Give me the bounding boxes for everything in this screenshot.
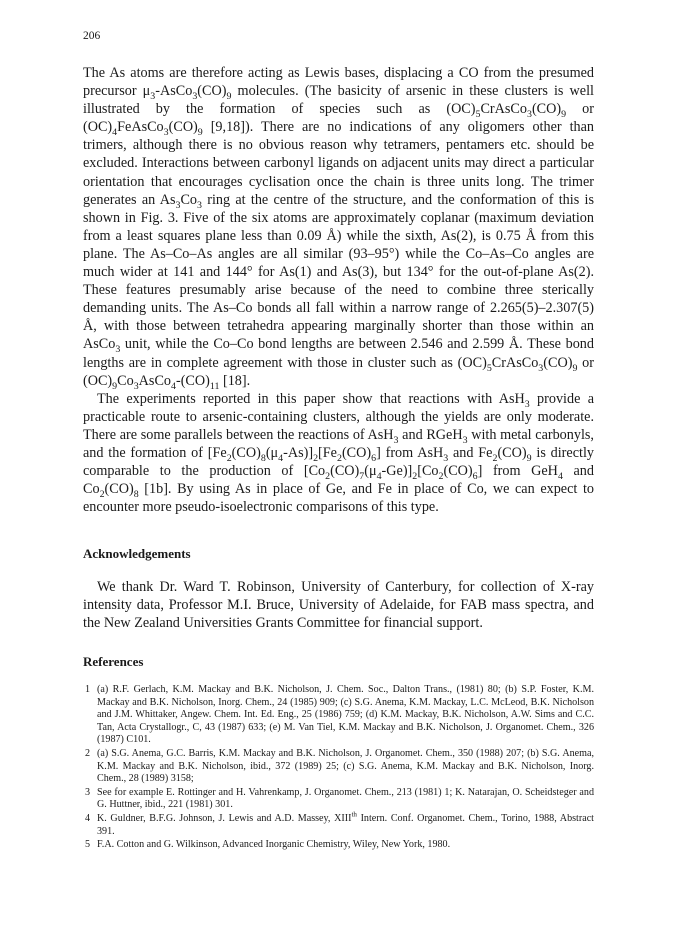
reference-item [83, 787, 594, 812]
reference-item [83, 684, 594, 747]
paragraph: The As atoms are therefore acting as Lewis bases, displacing a CO from the presumed precursor $\mu_3-AsCo_3(CO)_9$ molecules. (The basicity of arsenic in these clusters is well illustrated by the formation of species such as $(OC)_5CrAsCo_3(CO)_9$ or $(OC)_4FeAsCo_3(CO)_9$ [9,18]). There are no indications of any oligomers other than trimers, although there is no obvious reason why tetramers, pentamers etc. should be excluded. Interactions between carbonyl ligands on adjacent units may direct a particular orientation that encourages cyclisation once the chain is three units long. The trimer generates an $As_3Co_3$ ring at the centre of the structure, and the conformation of this is shown in Fig. 3. Five of the six atoms are approximately coplanar (maximum deviation from a least squares plane less than 0.09 Å) while the sixth, As(2), is 0.75 Å from this plane. The As–Co–As angles are all similar (93–95°) while the Co–As–Co angles are much wider at 141 and 144° for As(1) and As(3), but 134° for the out-of-plane As(2). These features presumably arise because of the need to combine three sterically demanding units. The As–Co bonds all fall within a narrow range of 2.265(5)–2.307(5) Å, with those between tetrahedra appearing marginally shorter than those within an AsCo$_3$ unit, while the Co–Co bond lengths are between 2.546 and 2.599 Å. These bond lengths are in complete agreement with those in cluster such as $(OC)_5CrAsCo_3(CO)_9$ or $(OC)_9Co_3AsCo_4-(CO)_{11}$ [18]. [83, 65, 594, 392]
reference-text: F.A. Cotton and G. Wilkinson, Advanced Inorganic Chemistry, Wiley, New York, 1980. [97, 839, 451, 851]
reference-item [83, 810, 594, 838]
reference-text: (a) R.F. Gerlach, K.M. Mackay and B.K. Nicholson, J. Chem. Soc., Dalton Trans., (1981) 80; (b) S.P. Foster, K.M. Mackay and B.K. Nicholson, Inorg. Chem., 24 (1985) 909; (c) S.G. Anema, K.M. Mackay, L.C. McLeod, B.K. Nicholson and J.M. Whittaker, Angew. Chem. Int. Ed. Eng., 25 (1986) 759; (d) K.M. Mackay, B.K. Nicholson, A.W. Sims and C.C. Tan, Acta Crystallogr., C, 43 (1987) 633; (e) M. Van Tiel, K.M. Mackay and B.K. Nicholson, J. Organomet. Chem., 326 (1987) C101. [97, 684, 594, 746]
reference-number: 4 [85, 812, 91, 824]
reference-number: 2 [85, 747, 91, 759]
reference-number: 3 [85, 786, 91, 798]
reference-item [83, 839, 594, 852]
acknowledgements-text: We thank Dr. Ward T. Robinson, University of Canterbury, for collection of X-ray intensity data, Professor M.I. Bruce, University of Adelaide, for FAB mass spectra, and the New Zealand Universities Grants Committee for financial support. [83, 579, 594, 632]
reference-text: (a) S.G. Anema, G.C. Barris, K.M. Mackay and B.K. Nicholson, J. Organomet. Chem., 350 (1988) 207; (b) S.G. Anema, K.M. Mackay and B.K. Nicholson, ibid., 372 (1989) 25; (c) S.G. Anema, K.M. Mackay and B.K. Nicholson, Inorg. Chem., 28 (1989) 3158; [97, 747, 594, 785]
reference-item [83, 748, 594, 786]
reference-text: K. Guldner, B.F.G. Johnson, J. Lewis and A.D. Massey, XIIIth Intern. Conf. Organomet. Chem., Torino, 1988, Abstract 391. [97, 810, 594, 837]
acknowledgements-heading: Acknowledgements [83, 546, 191, 561]
reference-text: See for example E. Rottinger and H. Vahrenkamp, J. Organomet. Chem., 213 (1981) 1; K. Natarajan, O. Scheidsteger and G. Huttner, ibid., 221 (1981) 301. [97, 786, 594, 811]
body-text [83, 64, 594, 516]
paragraph: The experiments reported in this paper show that reactions with AsH$_3$ provide a practicable route to arsenic-containing clusters, although the yields are only moderate. There are some parallels between the reactions of AsH$_3$ and RGeH$_3$ with metal carbonyls, and the formation of $[Fe_2(CO)_8(\mu_4-As)]_2[Fe_2(CO)_6]$ from AsH$_3$ and $Fe_2(CO)_9$ is directly comparable to the production of $[Co_2(CO)_7(\mu_4-Ge)]_2[Co_2(CO)_6]$ from GeH$_4$ and $Co_2(CO)_8$ [1b]. By using As in place of Ge, and Fe in place of Co, we can expect to encounter more pseudo-isoelectronic comparisons of this type. [83, 390, 595, 516]
reference-number: 5 [85, 839, 91, 851]
reference-number: 1 [85, 684, 91, 695]
references-heading: References [83, 654, 144, 669]
reference-list [83, 684, 594, 853]
page-number: 206 [83, 30, 101, 42]
